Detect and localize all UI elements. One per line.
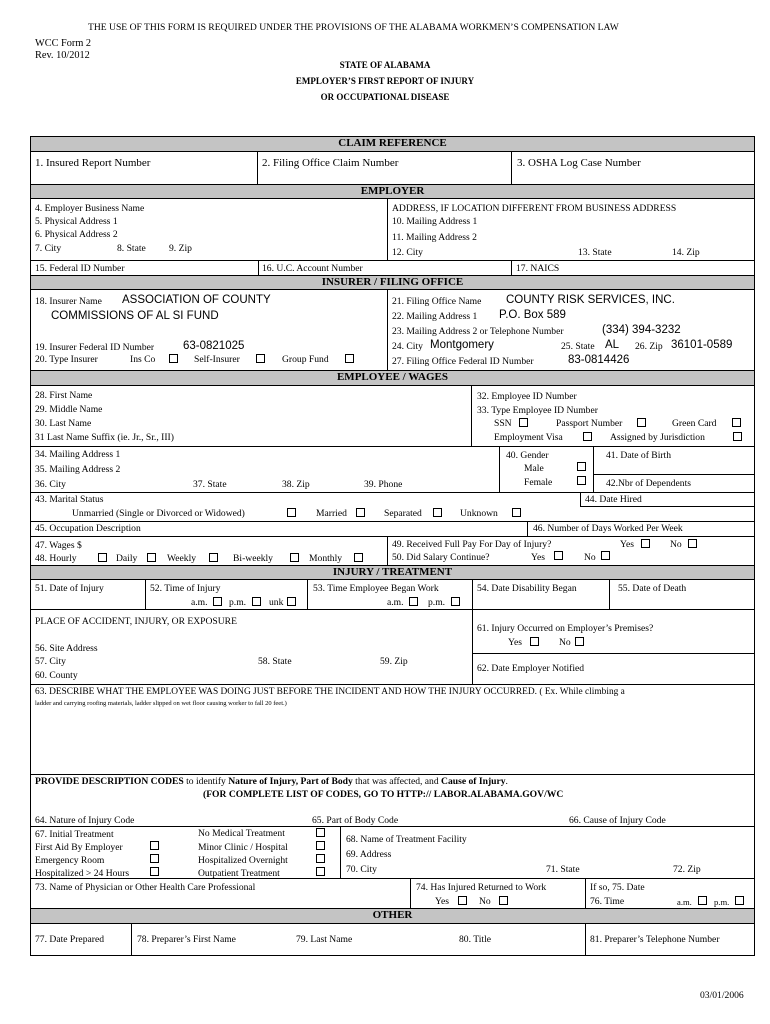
field-36-city[interactable]: 36. City bbox=[35, 479, 66, 490]
full-pay-no-label: No bbox=[670, 539, 682, 550]
treatment-er-label: Emergency Room bbox=[35, 855, 105, 866]
field-63-example: ladder and carrying roofing materials, ladder slipped on wet floor causing worker to fall 20 feet.) bbox=[35, 700, 287, 707]
section-other: OTHER bbox=[30, 908, 755, 924]
field-30-last-name[interactable]: 30. Last Name bbox=[35, 418, 92, 429]
injury-pm-label: p.m. bbox=[229, 597, 247, 608]
form-notice: THE USE OF THIS FORM IS REQUIRED UNDER THE PROVISIONS OF THE ALABAMA WORKMEN’S COMPENSATION LAW bbox=[88, 22, 619, 33]
field-48-hourly-label: 48. Hourly bbox=[35, 553, 77, 564]
field-21-filing-office-name: 21. Filing Office Name bbox=[392, 296, 482, 307]
field-69-facility-address[interactable]: 69. Address bbox=[346, 849, 392, 860]
field-71-facility-state[interactable]: 71. State bbox=[546, 864, 580, 875]
field-8-state[interactable]: 8. State bbox=[117, 243, 146, 254]
pay-daily-label: Daily bbox=[116, 553, 138, 564]
filing-phone-value[interactable]: (334) 394-3232 bbox=[602, 324, 681, 336]
field-12-city[interactable]: 12. City bbox=[392, 247, 423, 258]
form-title: EMPLOYER’S FIRST REPORT OF INJURY bbox=[295, 76, 475, 86]
field-74-returned-to-work: 74. Has Injured Returned to Work bbox=[416, 882, 547, 893]
injury-unk-label: unk bbox=[269, 597, 284, 608]
field-46-days-worked[interactable]: 46. Number of Days Worked Per Week bbox=[533, 523, 683, 534]
insurer-name-line2[interactable]: COMMISSIONS OF AL SI FUND bbox=[51, 310, 219, 322]
field-19-insurer-federal-id: 19. Insurer Federal ID Number bbox=[35, 342, 155, 353]
treatment-hosp24-checkbox[interactable] bbox=[150, 867, 159, 876]
field-78-preparer-first-name[interactable]: 78. Preparer’s First Name bbox=[137, 934, 236, 945]
treatment-none-checkbox[interactable] bbox=[316, 828, 325, 837]
premises-yes-label: Yes bbox=[508, 637, 522, 648]
field-56-site-address[interactable]: 56. Site Address bbox=[35, 643, 98, 654]
returned-yes-label: Yes bbox=[435, 896, 449, 907]
field-1-insured-report-number[interactable]: 1. Insured Report Number bbox=[35, 157, 151, 169]
treatment-first-aid-label: First Aid By Employer bbox=[35, 842, 123, 853]
injury-pm-checkbox[interactable] bbox=[252, 597, 261, 606]
filing-city-value[interactable]: Montgomery bbox=[430, 339, 494, 351]
filing-zip-value[interactable]: 36101-0589 bbox=[671, 339, 733, 351]
marital-unmarried-checkbox[interactable] bbox=[287, 508, 296, 517]
field-44-date-hired[interactable]: 44. Date Hired bbox=[585, 494, 642, 505]
field-15-federal-id[interactable]: 15. Federal ID Number bbox=[35, 263, 125, 274]
marital-unknown-label: Unknown bbox=[460, 508, 498, 519]
field-41-date-of-birth[interactable]: 41. Date of Birth bbox=[606, 450, 672, 461]
field-67-initial-treatment: 67. Initial Treatment bbox=[35, 829, 114, 840]
marital-married-label: Married bbox=[316, 508, 347, 519]
marital-married-checkbox[interactable] bbox=[356, 508, 365, 517]
field-2-filing-office-claim-number[interactable]: 2. Filing Office Claim Number bbox=[262, 157, 399, 169]
type-group-fund-checkbox[interactable] bbox=[345, 354, 354, 363]
section-injury-treatment: INJURY / TREATMENT bbox=[30, 565, 755, 580]
field-81-preparer-phone[interactable]: 81. Preparer’s Telephone Number bbox=[590, 934, 720, 945]
treatment-none-label: No Medical Treatment bbox=[198, 828, 285, 839]
field-64-nature-code[interactable]: 64. Nature of Injury Code bbox=[35, 815, 135, 826]
full-pay-yes-checkbox[interactable] bbox=[641, 539, 650, 548]
field-60-county[interactable]: 60. County bbox=[35, 670, 78, 681]
field-66-cause-code[interactable]: 66. Cause of Injury Code bbox=[569, 815, 666, 826]
place-of-accident-heading: PLACE OF ACCIDENT, INJURY, OR EXPOSURE bbox=[35, 616, 237, 627]
salary-yes-checkbox[interactable] bbox=[554, 551, 563, 560]
filing-federal-id-value[interactable]: 83-0814426 bbox=[568, 354, 630, 366]
field-32-employee-id[interactable]: 32. Employee ID Number bbox=[477, 391, 577, 402]
salary-no-label: No bbox=[584, 552, 596, 563]
field-72-facility-zip[interactable]: 72. Zip bbox=[673, 864, 701, 875]
gender-female-label: Female bbox=[524, 477, 553, 488]
id-type-jurisdiction-label: Assigned by Jurisdiction bbox=[610, 432, 705, 443]
field-55-date-of-death[interactable]: 55. Date of Death bbox=[618, 583, 687, 594]
section-insurer: INSURER / FILING OFFICE bbox=[30, 275, 755, 290]
codes-link[interactable]: (FOR COMPLETE LIST OF CODES, GO TO HTTP:// LABOR.ALABAMA.GOV/WC bbox=[203, 789, 564, 800]
field-54-disability-date[interactable]: 54. Date Disability Began bbox=[477, 583, 577, 594]
field-63-description: 63. DESCRIBE WHAT THE EMPLOYEE WAS DOING JUST BEFORE THE INCIDENT AND HOW THE INJURY OCCURRED. ( Ex. While climbing a bbox=[35, 687, 625, 697]
field-70-facility-city[interactable]: 70. City bbox=[346, 864, 377, 875]
id-type-green-card-checkbox[interactable] bbox=[732, 418, 741, 427]
field-45-occupation[interactable]: 45. Occupation Description bbox=[35, 523, 141, 534]
pay-hourly-checkbox[interactable] bbox=[98, 553, 107, 562]
form-revision: Rev. 10/2012 bbox=[35, 50, 90, 61]
type-self-insurer-label: Self-Insurer bbox=[194, 354, 240, 365]
field-43-marital-status: 43. Marital Status bbox=[35, 494, 104, 505]
premises-no-label: No bbox=[559, 637, 571, 648]
field-68-facility-name[interactable]: 68. Name of Treatment Facility bbox=[346, 834, 467, 845]
description-codes-instruction: PROVIDE DESCRIPTION CODES to identify Nature of Injury, Part of Body that was affected, and Cause of Injury. bbox=[35, 776, 508, 787]
salary-no-checkbox[interactable] bbox=[601, 551, 610, 560]
field-14-zip[interactable]: 14. Zip bbox=[672, 247, 700, 258]
type-ins-co-label: Ins Co bbox=[130, 354, 156, 365]
field-47-wages[interactable]: 47. Wages $ bbox=[35, 540, 82, 551]
marital-separated-label: Separated bbox=[384, 508, 422, 519]
injury-unk-checkbox[interactable] bbox=[287, 597, 296, 606]
field-20-type-insurer: 20. Type Insurer bbox=[35, 354, 98, 365]
field-24-city: 24. City bbox=[392, 341, 423, 352]
treatment-minor-checkbox[interactable] bbox=[316, 841, 325, 850]
work-pm-label: p.m. bbox=[428, 597, 446, 608]
field-53-time-began-work[interactable]: 53. Time Employee Began Work bbox=[313, 583, 439, 594]
footer-date: 03/01/2006 bbox=[700, 990, 744, 1001]
return-pm-label: p.m. bbox=[714, 897, 730, 907]
gender-male-checkbox[interactable] bbox=[577, 462, 586, 471]
field-10-mailing-address-1[interactable]: 10. Mailing Address 1 bbox=[392, 216, 478, 227]
field-49-full-pay: 49. Received Full Pay For Day of Injury? bbox=[392, 539, 552, 550]
field-31-suffix[interactable]: 31 Last Name Suffix (ie. Jr., Sr., III) bbox=[35, 432, 174, 443]
field-77-date-prepared[interactable]: 77. Date Prepared bbox=[35, 934, 104, 945]
injury-am-checkbox[interactable] bbox=[213, 597, 222, 606]
marital-unmarried-label: Unmarried (Single or Divorced or Widowed) bbox=[72, 508, 245, 519]
field-75-return-date[interactable]: If so, 75. Date bbox=[590, 882, 645, 893]
returned-yes-checkbox[interactable] bbox=[458, 896, 467, 905]
treatment-outpatient-label: Outpatient Treatment bbox=[198, 868, 280, 879]
field-5-physical-address-1[interactable]: 5. Physical Address 1 bbox=[35, 216, 118, 227]
field-6-physical-address-2[interactable]: 6. Physical Address 2 bbox=[35, 229, 118, 240]
field-25-state: 25. State bbox=[561, 341, 595, 352]
injury-am-label: a.m. bbox=[191, 597, 208, 608]
field-23-mailing-address-2: 23. Mailing Address 2 or Telephone Number bbox=[392, 326, 564, 337]
incident-description-area[interactable] bbox=[30, 712, 755, 774]
treatment-er-checkbox[interactable] bbox=[150, 854, 159, 863]
field-42-dependents[interactable]: 42.Nbr of Dependents bbox=[606, 478, 691, 489]
id-type-ssn-label: SSN bbox=[494, 418, 512, 429]
section-employee-wages: EMPLOYEE / WAGES bbox=[30, 370, 755, 386]
field-7-city[interactable]: 7. City bbox=[35, 243, 62, 254]
treatment-overnight-label: Hospitalized Overnight bbox=[198, 855, 288, 866]
field-61-on-premises: 61. Injury Occurred on Employer’s Premises? bbox=[477, 623, 654, 634]
pay-monthly-label: Monthly bbox=[309, 553, 343, 564]
id-type-visa-label: Employment Visa bbox=[494, 432, 563, 443]
field-80-title[interactable]: 80. Title bbox=[459, 934, 491, 945]
id-type-jurisdiction-checkbox[interactable] bbox=[733, 432, 742, 441]
alt-address-heading: ADDRESS, IF LOCATION DIFFERENT FROM BUSINESS ADDRESS bbox=[392, 203, 677, 214]
field-57-city[interactable]: 57. City bbox=[35, 656, 66, 667]
form-title-state: STATE OF ALABAMA bbox=[339, 60, 431, 70]
full-pay-yes-label: Yes bbox=[620, 539, 634, 550]
returned-no-checkbox[interactable] bbox=[499, 896, 508, 905]
field-58-state[interactable]: 58. State bbox=[258, 656, 292, 667]
field-34-mailing-address-1[interactable]: 34. Mailing Address 1 bbox=[35, 449, 121, 460]
full-pay-no-checkbox[interactable] bbox=[688, 539, 697, 548]
filing-state-value[interactable]: AL bbox=[605, 339, 620, 351]
gender-male-label: Male bbox=[524, 463, 544, 474]
insurer-federal-id-value[interactable]: 63-0821025 bbox=[183, 340, 245, 352]
work-am-label: a.m. bbox=[387, 597, 404, 608]
field-17-naics[interactable]: 17. NAICS bbox=[516, 263, 560, 274]
field-9-zip[interactable]: 9. Zip bbox=[169, 243, 192, 254]
pay-weekly-label: Weekly bbox=[167, 553, 197, 564]
field-26-zip: 26. Zip bbox=[635, 341, 663, 352]
field-27-filing-federal-id: 27. Filing Office Federal ID Number bbox=[392, 356, 534, 367]
type-group-fund-label: Group Fund bbox=[282, 354, 329, 365]
field-40-gender: 40. Gender bbox=[506, 450, 549, 461]
field-16-uc-account[interactable]: 16. U.C. Account Number bbox=[262, 263, 363, 274]
field-37-state[interactable]: 37. State bbox=[193, 479, 227, 490]
id-type-passport-checkbox[interactable] bbox=[637, 418, 646, 427]
treatment-first-aid-checkbox[interactable] bbox=[150, 841, 159, 850]
field-33-id-type: 33. Type Employee ID Number bbox=[477, 405, 598, 416]
treatment-hosp24-label: Hospitalized > 24 Hours bbox=[35, 868, 130, 879]
section-claim-reference: CLAIM REFERENCE bbox=[30, 136, 755, 152]
pay-monthly-checkbox[interactable] bbox=[354, 553, 363, 562]
return-am-checkbox[interactable] bbox=[698, 896, 707, 905]
type-self-insurer-checkbox[interactable] bbox=[256, 354, 265, 363]
work-am-checkbox[interactable] bbox=[409, 597, 418, 606]
field-76-return-time[interactable]: 76. Time bbox=[590, 896, 625, 907]
pay-daily-checkbox[interactable] bbox=[147, 553, 156, 562]
field-62-date-notified[interactable]: 62. Date Employer Notified bbox=[477, 663, 585, 674]
field-52-time-of-injury[interactable]: 52. Time of Injury bbox=[150, 583, 221, 594]
type-ins-co-checkbox[interactable] bbox=[169, 354, 178, 363]
field-35-mailing-address-2[interactable]: 35. Mailing Address 2 bbox=[35, 464, 121, 475]
return-pm-checkbox[interactable] bbox=[735, 896, 744, 905]
field-39-phone[interactable]: 39. Phone bbox=[364, 479, 403, 490]
field-13-state[interactable]: 13. State bbox=[578, 247, 612, 258]
insurer-name-line1[interactable]: ASSOCIATION OF COUNTY bbox=[122, 294, 271, 306]
field-38-zip[interactable]: 38. Zip bbox=[282, 479, 310, 490]
treatment-minor-label: Minor Clinic / Hospital bbox=[198, 842, 288, 853]
id-type-visa-checkbox[interactable] bbox=[583, 432, 592, 441]
premises-yes-checkbox[interactable] bbox=[530, 637, 539, 646]
form-number: WCC Form 2 bbox=[35, 38, 92, 49]
filing-office-name-value[interactable]: COUNTY RISK SERVICES, INC. bbox=[506, 294, 675, 306]
marital-separated-checkbox[interactable] bbox=[433, 508, 442, 517]
field-50-salary-continue: 50. Did Salary Continue? bbox=[392, 552, 490, 563]
treatment-outpatient-checkbox[interactable] bbox=[316, 867, 325, 876]
field-59-zip[interactable]: 59. Zip bbox=[380, 656, 408, 667]
field-18-insurer-name: 18. Insurer Name bbox=[35, 296, 102, 307]
pay-weekly-checkbox[interactable] bbox=[209, 553, 218, 562]
salary-yes-label: Yes bbox=[531, 552, 545, 563]
field-51-date-of-injury[interactable]: 51. Date of Injury bbox=[35, 583, 104, 594]
id-type-green-card-label: Green Card bbox=[672, 418, 717, 429]
filing-address-1-value[interactable]: P.O. Box 589 bbox=[499, 309, 566, 321]
work-pm-checkbox[interactable] bbox=[451, 597, 460, 606]
id-type-passport-label: Passport Number bbox=[556, 418, 623, 429]
return-am-label: a.m. bbox=[677, 897, 692, 907]
treatment-overnight-checkbox[interactable] bbox=[316, 854, 325, 863]
field-22-mailing-address-1: 22. Mailing Address 1 bbox=[392, 311, 478, 322]
field-73-physician[interactable]: 73. Name of Physician or Other Health Care Professional bbox=[35, 882, 256, 893]
marital-unknown-checkbox[interactable] bbox=[512, 508, 521, 517]
field-79-preparer-last-name[interactable]: 79. Last Name bbox=[296, 934, 353, 945]
form-subtitle: OR OCCUPATIONAL DISEASE bbox=[320, 92, 450, 102]
field-11-mailing-address-2[interactable]: 11. Mailing Address 2 bbox=[392, 232, 477, 243]
id-type-ssn-checkbox[interactable] bbox=[519, 418, 528, 427]
gender-female-checkbox[interactable] bbox=[577, 476, 586, 485]
field-65-body-part-code[interactable]: 65. Part of Body Code bbox=[312, 815, 399, 826]
pay-biweekly-label: Bi-weekly bbox=[233, 553, 273, 564]
premises-no-checkbox[interactable] bbox=[575, 637, 584, 646]
returned-no-label: No bbox=[479, 896, 491, 907]
field-29-middle-name[interactable]: 29. Middle Name bbox=[35, 404, 103, 415]
field-3-osha-log-case-number[interactable]: 3. OSHA Log Case Number bbox=[517, 157, 641, 169]
field-4-employer-name[interactable]: 4. Employer Business Name bbox=[35, 203, 145, 214]
section-employer: EMPLOYER bbox=[30, 184, 755, 199]
field-28-first-name[interactable]: 28. First Name bbox=[35, 390, 93, 401]
pay-biweekly-checkbox[interactable] bbox=[290, 553, 299, 562]
